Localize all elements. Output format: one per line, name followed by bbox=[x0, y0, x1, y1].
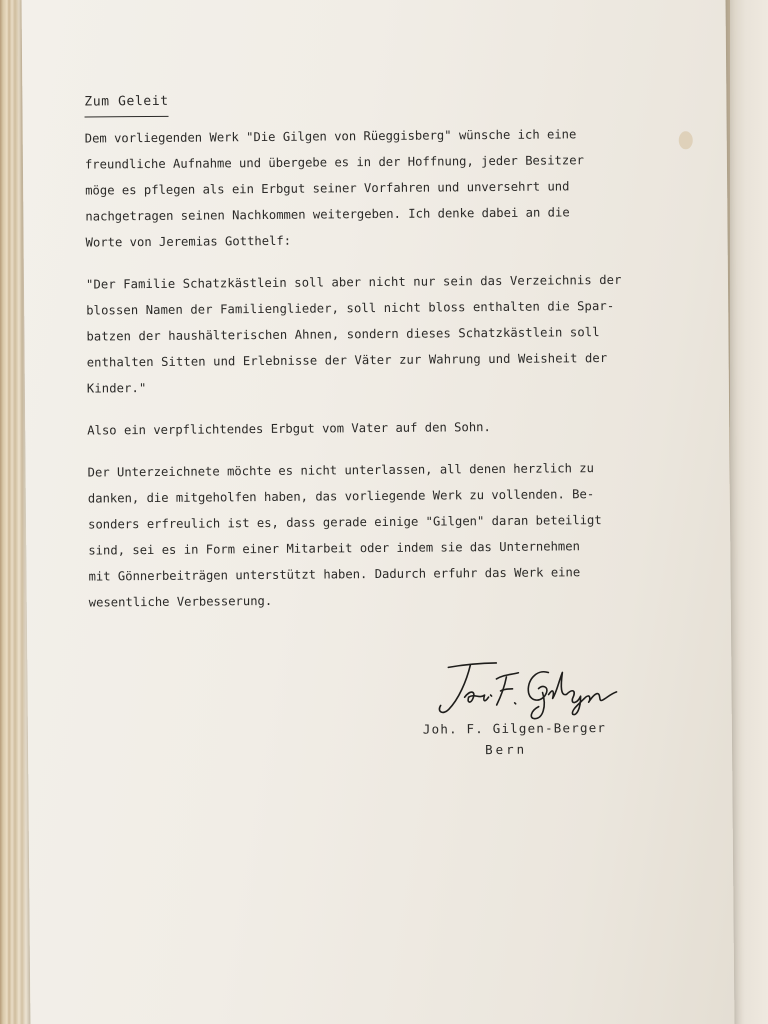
paper-stain bbox=[679, 131, 693, 149]
page-title: Zum Geleit bbox=[84, 89, 169, 118]
text-line: Worte von Jeremias Gotthelf: bbox=[85, 233, 292, 250]
paragraph-intro bbox=[85, 120, 676, 255]
signer-name: Joh. F. Gilgen-Berger bbox=[422, 720, 607, 737]
text-line: Kinder." bbox=[86, 381, 147, 396]
document-body bbox=[84, 83, 679, 631]
text-line: "Der Familie Schatzkästlein soll aber nicht nur sein das Verzeichnis der bbox=[85, 272, 622, 292]
text-line: danken, die mitgeholfen haben, das vorliegende Werk zu vollenden. Be- bbox=[87, 487, 595, 506]
paragraph-quote bbox=[86, 266, 677, 401]
text-line: Also ein verpflichtendes Erbgut vom Vater auf den Sohn. bbox=[87, 420, 491, 438]
paragraph-inheritance bbox=[87, 412, 677, 443]
text-line: wesentliche Verbesserung. bbox=[88, 593, 273, 610]
text-line: mit Gönnerbeiträgen unterstützt haben. Dadurch erfuhr das Werk eine bbox=[88, 565, 581, 584]
text-line: batzen der haushälterischen Ahnen, sondern dieses Schatzkästlein soll bbox=[86, 325, 600, 344]
handwritten-signature bbox=[430, 658, 631, 722]
text-line: nachgetragen seinen Nachkommen weitergeben. Ich denke dabei an die bbox=[85, 205, 570, 224]
text-line: blossen Namen der Familienglieder, soll nicht bloss enthalten die Spar- bbox=[86, 298, 615, 318]
signer-city: Bern bbox=[484, 741, 528, 758]
adjacent-page-edge bbox=[730, 0, 768, 1024]
document-page bbox=[21, 0, 734, 1024]
text-line: freundliche Aufnahme und übergebe es in der Hoffnung, jeder Besitzer bbox=[84, 153, 584, 172]
paragraph-thanks bbox=[88, 454, 679, 615]
signature-block bbox=[422, 658, 643, 758]
text-line: enthalten Sitten und Erlebnisse der Väter zur Wahrung und Weisheit der bbox=[86, 350, 608, 370]
text-line: sonders erfreulich ist es, dass gerade einige "Gilgen" daran beteiligt bbox=[88, 513, 602, 532]
text-line: Der Unterzeichnete möchte es nicht unterlassen, all denen herzlich zu bbox=[87, 461, 594, 480]
text-line: sind, sei es in Form einer Mitarbeit oder indem sie das Unternehmen bbox=[88, 539, 580, 558]
text-line: Dem vorliegenden Werk "Die Gilgen von Rüeggisberg" wünsche ich eine bbox=[84, 127, 577, 146]
text-line: möge es pflegen als ein Erbgut seiner Vorfahren und unversehrt und bbox=[85, 179, 570, 198]
